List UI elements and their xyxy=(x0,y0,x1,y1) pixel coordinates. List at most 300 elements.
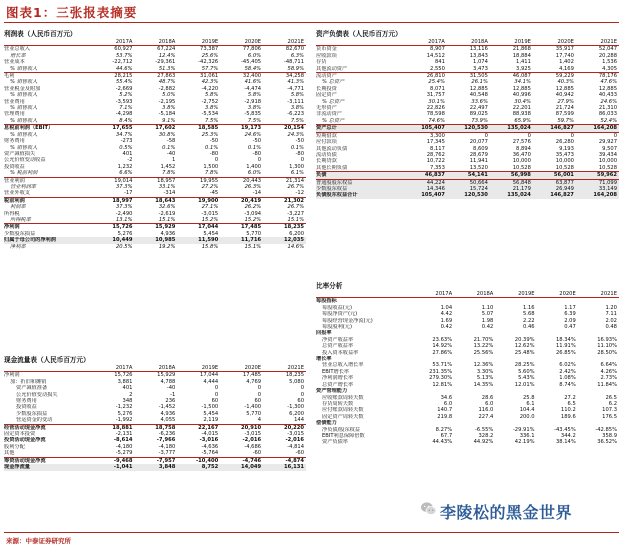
cell-value: 2.02 xyxy=(605,317,617,324)
cell-value: 13,843 xyxy=(469,52,488,59)
row-label: % 销售收入 xyxy=(10,144,38,151)
cell-value: 60 xyxy=(211,398,219,405)
row-label: % 销售收入 xyxy=(10,105,38,112)
cell-value: 59,962 xyxy=(576,172,619,179)
cell-value: 6.0 xyxy=(443,400,453,407)
cell-value: 6.1% xyxy=(290,170,304,177)
cell-value: 12,885 xyxy=(512,85,531,92)
row-label: 固定资产周转天数 xyxy=(322,413,364,420)
cell-value: 27,576 xyxy=(512,139,531,146)
cell-value: -7,966 xyxy=(156,437,176,444)
cell-value: 28.25% xyxy=(514,362,535,369)
cell-value: 219.8 xyxy=(437,413,453,420)
cell-value: -3,015 xyxy=(287,431,304,438)
cell-value: 14,049 xyxy=(220,464,263,470)
cell-value: 1.17 xyxy=(564,304,576,311)
cell-value: 5.43% xyxy=(518,375,535,382)
table-row xyxy=(4,417,306,424)
cell-value: 18,235 xyxy=(263,224,306,231)
cell-value: 4,788 xyxy=(160,378,176,385)
cell-value: 7,353 xyxy=(430,164,445,171)
cell-value: 12.4% xyxy=(158,52,176,59)
cell-value: 6.64% xyxy=(600,362,617,369)
cell-value: 8,894 xyxy=(516,145,531,152)
cell-value: 1,074 xyxy=(473,59,488,66)
cell-value: 38.14% xyxy=(555,439,576,446)
cell-value: 1.20 xyxy=(605,304,617,311)
cell-value: 55.4% xyxy=(115,79,133,86)
cell-value: -2,490 xyxy=(115,210,133,217)
cell-value: 10,528 xyxy=(512,164,531,171)
cell-value: 87,599 xyxy=(555,111,574,118)
cell-value: 17,044 xyxy=(200,372,219,379)
year-header: 2017A xyxy=(404,39,447,46)
cell-value: 5,276 xyxy=(117,410,133,417)
cell-value: 3.8% xyxy=(162,105,176,112)
cell-value: 3.8% xyxy=(205,105,219,112)
row-label: 投资收益 xyxy=(16,404,37,411)
cell-value: 86,033 xyxy=(598,111,617,118)
cell-value: 26,810 xyxy=(404,73,447,80)
cell-value: 32.6% xyxy=(158,204,176,211)
cell-value: 19,900 xyxy=(177,197,220,204)
cell-value: -40 xyxy=(166,150,176,157)
cell-value: 19,955 xyxy=(177,177,220,184)
row-label: 其他长期负债 xyxy=(316,164,348,171)
cell-value: -80 xyxy=(295,150,304,157)
cell-value: 48.7% xyxy=(158,79,176,86)
row-label: 财务费用 xyxy=(16,398,37,405)
cell-value: 27.1% xyxy=(201,204,219,211)
row-label: 应收账款周转天数 xyxy=(322,394,364,401)
cell-value: 26.7% xyxy=(287,204,304,211)
cell-value: -4,686 xyxy=(244,443,262,450)
cell-value: -5,835 xyxy=(244,111,262,118)
cell-value: 17,485 xyxy=(220,224,263,231)
cell-value: 135,024 xyxy=(490,192,533,198)
row-label: 应收款项 xyxy=(316,52,337,59)
cell-value: 23.63% xyxy=(432,336,453,343)
cell-value: -3,094 xyxy=(244,210,262,217)
cell-value: -22,712 xyxy=(112,59,133,66)
cell-value: 8,071 xyxy=(430,85,445,92)
cell-value: 4,444 xyxy=(203,378,219,385)
row-label: 长期投资 xyxy=(316,85,337,92)
cell-value: 56,998 xyxy=(490,172,533,179)
row-label: 每股净资产(元) xyxy=(322,311,358,318)
cell-value: -2,752 xyxy=(201,98,219,105)
cell-value: -29,361 xyxy=(155,59,176,66)
row-label: 应付账款周转天数 xyxy=(322,407,364,414)
cell-value: 67,224 xyxy=(157,46,176,53)
cell-value: 18,585 xyxy=(177,125,220,132)
cell-value: 348 xyxy=(122,398,133,405)
cell-value: 30.4% xyxy=(514,98,531,105)
cell-value: 1.98 xyxy=(481,317,494,324)
cell-value: 40,548 xyxy=(469,92,488,99)
cell-value: -2,016 xyxy=(242,437,262,444)
cell-value: 11,590 xyxy=(177,237,220,243)
cell-value: 33,149 xyxy=(576,186,619,192)
cell-value: -2,882 xyxy=(158,85,176,92)
cell-value: 20,443 xyxy=(220,177,263,184)
cell-value: 27.9% xyxy=(557,98,574,105)
row-label: 其他流动负债 xyxy=(316,145,348,152)
cell-value: 60 xyxy=(254,398,262,405)
year-header: 2021E xyxy=(263,39,306,46)
table-row xyxy=(4,46,306,53)
cell-value: 44.92% xyxy=(473,439,494,446)
row-label: 资产减值损失 xyxy=(4,150,36,157)
cell-value: -3,593 xyxy=(115,98,133,105)
cell-value: 1 xyxy=(172,157,176,164)
cell-value: 1,300 xyxy=(289,163,304,170)
cell-value: -4,874 xyxy=(263,457,306,464)
cell-value: 42.19% xyxy=(514,439,535,446)
cell-value: 9,193 xyxy=(559,145,574,152)
table-row xyxy=(316,192,619,198)
cell-value: 0 xyxy=(490,132,533,139)
cell-value: -1,992 xyxy=(115,417,133,424)
table-row xyxy=(4,177,306,184)
cell-value: 29,927 xyxy=(598,139,617,146)
cell-value: 0 xyxy=(257,157,262,164)
cell-value: 0 xyxy=(300,157,304,164)
cell-value: 8.4% xyxy=(119,117,133,124)
cell-value: 21.70% xyxy=(473,336,494,343)
row-label: 短期借款 xyxy=(316,132,404,139)
cell-value: 16,131 xyxy=(263,464,306,470)
cell-value: 54,141 xyxy=(447,172,490,179)
cell-value: 63,877 xyxy=(533,179,576,186)
cell-value: 1,452 xyxy=(160,163,176,170)
row-label: 固定资产 xyxy=(316,92,337,99)
table-row xyxy=(4,244,306,250)
cell-value: 6.2 xyxy=(608,400,617,407)
cell-value: 20.39% xyxy=(514,336,535,343)
cell-value: 5,770 xyxy=(246,410,262,417)
cell-value: 7.5% xyxy=(247,117,262,124)
table-row xyxy=(4,66,306,73)
cell-value: 0 xyxy=(257,385,262,392)
cell-value: -2,131 xyxy=(115,431,133,438)
table-row xyxy=(316,179,619,186)
year-header: 2018A xyxy=(134,39,177,46)
balance-sheet-panel xyxy=(316,29,619,199)
cell-value: 6,200 xyxy=(289,230,304,237)
cell-value: 18,643 xyxy=(134,197,177,204)
cell-value: 5.8% xyxy=(290,92,304,99)
cell-value: 18,235 xyxy=(285,372,304,379)
year-header: 2017A xyxy=(413,291,454,298)
cell-value: 12.81% xyxy=(432,381,453,388)
cell-value: 135,024 xyxy=(490,125,533,132)
cell-value: 26.5 xyxy=(605,394,617,401)
cell-value: 104.4 xyxy=(519,407,535,414)
year-header: 2021E xyxy=(576,39,619,46)
cell-value: 31,061 xyxy=(177,73,220,80)
cell-value: -2,918 xyxy=(244,98,262,105)
cell-value: 146,827 xyxy=(533,192,576,198)
cell-value: 236 xyxy=(165,398,176,405)
cell-value: 7.5% xyxy=(205,117,219,124)
balance-table xyxy=(316,39,619,199)
cell-value: 1.10 xyxy=(481,304,494,311)
cell-value: 65.9% xyxy=(514,117,531,124)
cell-value: 7.8% xyxy=(205,170,219,177)
year-header: 2017A xyxy=(92,365,135,372)
table-row xyxy=(4,224,306,231)
cell-value: 10,528 xyxy=(598,164,617,171)
cell-value: 25.3% xyxy=(201,131,219,138)
cell-value: 56,848 xyxy=(490,179,533,186)
cell-value: 12,885 xyxy=(598,85,617,92)
cell-value: -8,614 xyxy=(113,437,133,444)
table-row xyxy=(4,457,306,464)
cell-value: 4,936 xyxy=(160,230,176,237)
row-label: 税前利润 xyxy=(4,197,92,204)
cell-value: 74.6% xyxy=(428,117,445,124)
cell-value: 50,664 xyxy=(447,179,490,186)
year-header: 2019E xyxy=(495,291,536,298)
cell-value: 9.1% xyxy=(162,117,176,124)
year-header: 2020E xyxy=(220,39,263,46)
cell-value: 3.8% xyxy=(290,105,304,112)
cell-value: -12 xyxy=(295,190,304,197)
cell-value: 17,740 xyxy=(555,52,574,59)
cell-value: 28,762 xyxy=(426,151,445,158)
cell-value: 6.3% xyxy=(290,52,304,59)
cell-value: 27.86% xyxy=(432,349,453,356)
row-label: 固定资本投资 xyxy=(4,431,36,438)
cell-value: -3,015 xyxy=(244,431,262,438)
cell-value: -4,474 xyxy=(244,85,262,92)
cell-value: 60,927 xyxy=(114,46,133,53)
cell-value: -2 xyxy=(127,157,133,164)
cell-value: 4 xyxy=(257,417,262,424)
cell-value: 3,848 xyxy=(134,464,177,470)
row-label: 所得税率 xyxy=(10,216,31,223)
cell-value: 77,806 xyxy=(242,46,262,53)
cell-value: -50 xyxy=(252,138,262,145)
row-label: 资产管理能力 xyxy=(316,388,348,395)
cell-value: -6.55% xyxy=(475,426,494,433)
row-label: 偿债能力 xyxy=(316,420,337,427)
cell-value: -40 xyxy=(166,385,176,392)
cell-value: 3,300 xyxy=(404,132,447,139)
cell-value: 231.35% xyxy=(429,368,453,375)
cell-value: 0.42 xyxy=(481,324,494,331)
cell-value: 3,473 xyxy=(473,65,488,72)
cell-value: 6.0 xyxy=(485,400,494,407)
cell-value: 28,215 xyxy=(92,73,135,80)
cell-value: 44.6% xyxy=(115,65,133,72)
cell-value: 8.27% xyxy=(435,426,453,433)
row-label: 归属于母公司的净利润 xyxy=(4,237,92,243)
row-label: 公允价值变动损失 xyxy=(16,391,58,398)
cell-value: 26.85% xyxy=(555,349,576,356)
cell-value: 5.0% xyxy=(162,92,176,99)
cell-value: 36,470 xyxy=(512,151,531,158)
cell-value: 60 xyxy=(297,398,304,405)
cell-value: 1,500 xyxy=(203,163,219,170)
table-row xyxy=(316,46,619,53)
bottom-rule xyxy=(4,532,619,533)
cell-value: -6,236 xyxy=(158,431,176,438)
table-row xyxy=(4,125,306,132)
row-label: % 销售收入 xyxy=(10,65,38,72)
cell-value: -5,184 xyxy=(158,111,176,118)
cell-value: 52.4% xyxy=(600,117,617,124)
row-label: 营业利润 xyxy=(4,177,92,184)
cell-value: 51.3% xyxy=(158,65,176,72)
row-label: 投入资本收益率 xyxy=(322,349,359,356)
cell-value: 71,099 xyxy=(576,179,619,186)
income-heading: 利润表（人民币百万元） xyxy=(4,30,77,38)
cell-value: 107.3 xyxy=(602,407,617,414)
cell-value: -60 xyxy=(295,450,304,457)
row-label: 净利率 xyxy=(10,243,26,250)
cell-value: 6.0% xyxy=(247,52,262,59)
table-row xyxy=(316,165,619,172)
cashflow-panel xyxy=(4,355,306,471)
cell-value: -45 xyxy=(209,190,219,197)
row-label: 管理费用 xyxy=(4,111,25,118)
cell-value: 41.3% xyxy=(287,79,304,86)
cell-value: 73.9% xyxy=(471,117,488,124)
row-label: 净负债/股东权益 xyxy=(322,426,361,433)
cell-value: 14,346 xyxy=(404,186,447,192)
cell-value: 25.6% xyxy=(201,52,219,59)
cell-value: 6.0% xyxy=(247,170,262,177)
cell-value: 0 xyxy=(576,132,619,139)
cell-value: 37.3% xyxy=(115,183,133,190)
cell-value: 189.6 xyxy=(560,413,576,420)
row-label: 加：折旧和摊销 xyxy=(10,378,47,385)
cell-value: 5.68 xyxy=(523,311,535,318)
cell-value: 33.1% xyxy=(158,183,176,190)
ratio-panel xyxy=(316,281,619,446)
table-row xyxy=(316,125,619,132)
cell-value: 21,724 xyxy=(555,105,574,112)
cell-value: 841 xyxy=(434,59,445,66)
row-label: % 总资产 xyxy=(322,98,345,105)
table-row xyxy=(4,118,306,125)
cell-value: 11,716 xyxy=(220,237,263,243)
cell-value: -80 xyxy=(209,150,219,157)
balance-heading: 资产负债表（人民币百万元） xyxy=(316,30,402,38)
cell-value: -4,220 xyxy=(201,85,219,92)
cell-value: 40,942 xyxy=(555,92,574,99)
cell-value: 15,929 xyxy=(134,224,177,231)
income-table xyxy=(4,39,306,250)
row-label: 其他流动资产 xyxy=(316,65,348,72)
row-label: 少数股东权益 xyxy=(316,186,404,192)
row-label: 营业外收支 xyxy=(4,190,30,197)
cell-value: -1,300 xyxy=(287,404,304,411)
cell-value: 17,345 xyxy=(426,139,445,146)
cell-value: 25.8 xyxy=(523,394,535,401)
row-label: 每股指标 xyxy=(316,298,337,305)
cell-value: 18,957 xyxy=(134,177,177,184)
cell-value: 53.71% xyxy=(432,362,453,369)
row-label: 净资产收益率 xyxy=(322,336,354,343)
cell-value: 15.8% xyxy=(201,243,219,250)
cell-value: -80 xyxy=(252,150,262,157)
cell-value: 1.04 xyxy=(440,304,453,311)
cell-value: 20,910 xyxy=(220,424,263,431)
row-label: 财务费用 xyxy=(4,138,25,145)
cell-value: -4,298 xyxy=(115,111,133,118)
cell-value: 20,154 xyxy=(263,125,306,132)
cell-value: 26.2% xyxy=(244,204,262,211)
cell-value: 4,055 xyxy=(160,417,176,424)
cell-value: 88,938 xyxy=(512,111,531,118)
row-label: 存货 xyxy=(316,59,327,66)
cell-value: 0 xyxy=(300,385,304,392)
cell-value: -45,405 xyxy=(241,59,262,66)
cell-value: 17,485 xyxy=(242,372,262,379)
row-label: 毛利 xyxy=(4,73,92,80)
table-row xyxy=(4,372,306,379)
table-row xyxy=(4,217,306,224)
cell-value: -48,711 xyxy=(283,59,304,66)
figure-title: 图表1：三张报表摘要 xyxy=(6,5,138,20)
cell-value: 1,402 xyxy=(559,59,574,66)
cell-value: 18,881 xyxy=(92,424,135,431)
cell-value: 34.6 xyxy=(440,394,453,401)
cell-value: 20,288 xyxy=(598,52,617,59)
cell-value: 358.9 xyxy=(602,432,617,439)
cell-value: 15.2% xyxy=(201,216,219,223)
cell-value: 20,220 xyxy=(263,424,306,431)
cell-value: 14.6% xyxy=(287,243,304,250)
cell-value: 40.3% xyxy=(557,79,574,86)
cell-value: 5,454 xyxy=(203,230,219,237)
cell-value: 24.6% xyxy=(600,98,617,105)
row-label: 应付款项 xyxy=(316,139,337,146)
cell-value: 17,655 xyxy=(92,125,135,132)
cell-value: 105,407 xyxy=(404,192,447,198)
cell-value: 52,047 xyxy=(598,46,617,53)
row-label: 筹资活动现金净流 xyxy=(4,457,92,464)
cell-value: -4,015 xyxy=(201,431,219,438)
table-row xyxy=(316,172,619,179)
income-statement-panel xyxy=(4,29,306,250)
cell-value: -5,764 xyxy=(201,450,219,457)
row-label: 利润率 xyxy=(10,204,26,211)
year-header: 2020E xyxy=(533,39,576,46)
row-label: 流动资产 xyxy=(316,73,404,80)
cell-value: 2.42% xyxy=(559,368,576,375)
cell-value: 8,752 xyxy=(177,464,220,470)
year-header: 2019E xyxy=(490,39,533,46)
cell-value: 57.7% xyxy=(201,65,219,72)
cell-value: 2.73% xyxy=(600,375,617,382)
cell-value: 144 xyxy=(294,417,304,424)
cell-value: 5.2% xyxy=(119,92,133,99)
row-label: 长期贷款 xyxy=(316,158,337,165)
cell-value: 0.1% xyxy=(162,144,176,151)
cell-value: 34.1% xyxy=(514,79,531,86)
cell-value: 140.7 xyxy=(437,407,453,414)
cell-value: -1,232 xyxy=(115,404,133,411)
cell-value: -1,041 xyxy=(92,464,135,470)
row-label: 普通股股东权益 xyxy=(316,179,404,186)
row-label: 每股股利(元) xyxy=(322,324,352,331)
cell-value: 6.02% xyxy=(559,362,576,369)
cell-value: 24.6% xyxy=(244,131,262,138)
